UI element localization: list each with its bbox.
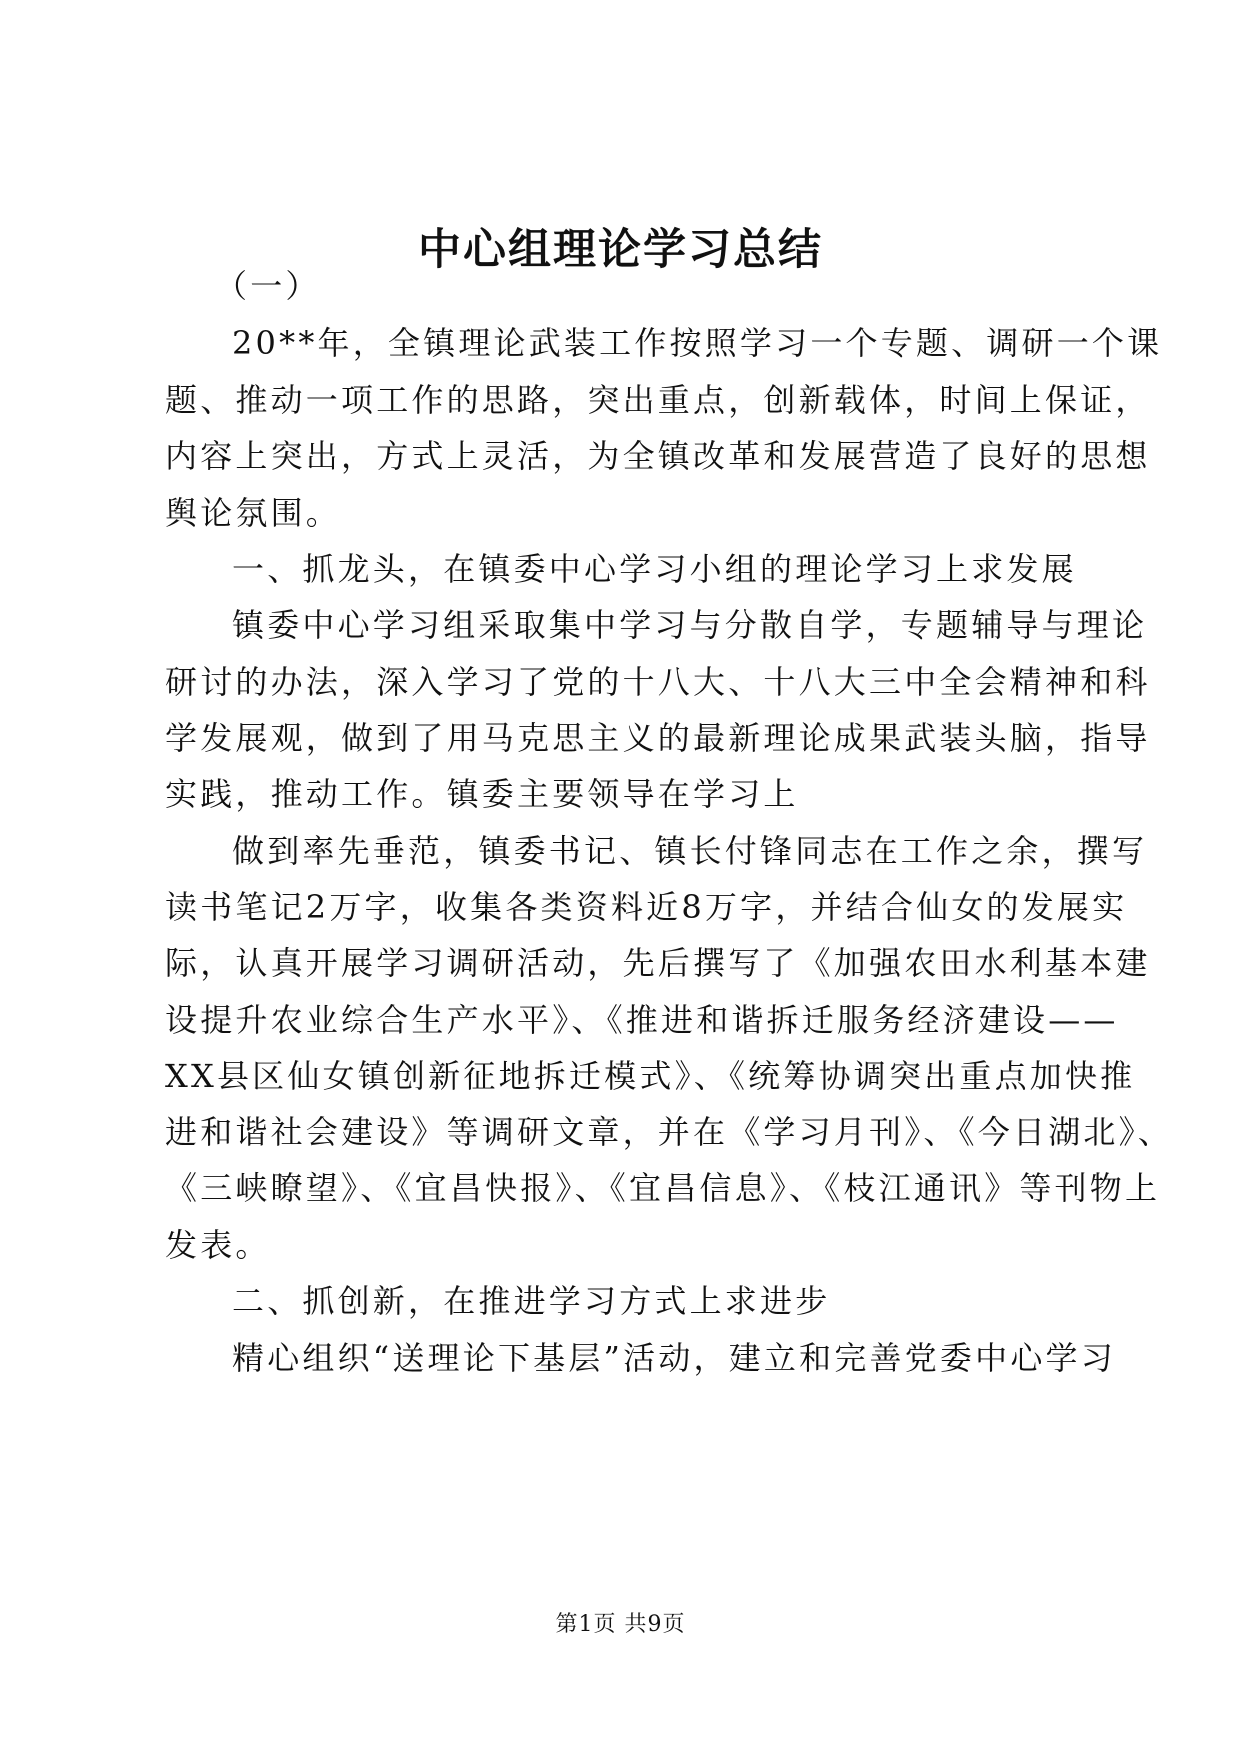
paragraph-line: 读书笔记2万字，收集各类资料近8万字，并结合仙女的发展实 — [165, 888, 1128, 926]
paragraph-line: XX县区仙女镇创新征地拆迁模式》、《统筹协调突出重点加快推 — [165, 1057, 1136, 1095]
paragraph-line: 设提升农业综合生产水平》、《推进和谐拆迁服务经济建设—— — [165, 1001, 1119, 1039]
paragraph-line: 《三峡瞭望》、《宜昌快报》、《宜昌信息》、《枝江通讯》等刊物上 — [165, 1169, 1161, 1207]
page-number-footer: 第1页 共9页 — [555, 1612, 686, 1637]
paragraph-line: 20**年，全镇理论武装工作按照学习一个专题、调研一个课 — [232, 324, 1163, 362]
section-marker: （一） — [215, 267, 321, 305]
paragraph-line: 学发展观，做到了用马克思主义的最新理论成果武装头脑，指导 — [165, 719, 1151, 757]
paragraph-line: 镇委中心学习组采取集中学习与分散自学，专题辅导与理论 — [232, 606, 1148, 644]
section-heading: 二、抓创新，在推进学习方式上求进步 — [232, 1282, 831, 1320]
paragraph-line: 精心组织“送理论下基层”活动，建立和完善党委中心学习 — [232, 1339, 1116, 1377]
paragraph-line: 际，认真开展学习调研活动，先后撰写了《加强农田水利基本建 — [165, 944, 1151, 982]
paragraph-line: 内容上突出，方式上灵活，为全镇改革和发展营造了良好的思想 — [165, 437, 1151, 475]
paragraph-line: 研讨的办法，深入学习了党的十八大、十八大三中全会精神和科 — [165, 663, 1151, 701]
paragraph-line: 题、推动一项工作的思路，突出重点，创新载体，时间上保证， — [165, 381, 1151, 419]
section-heading: 一、抓龙头，在镇委中心学习小组的理论学习上求发展 — [232, 550, 1077, 588]
paragraph-line: 做到率先垂范，镇委书记、镇长付锋同志在工作之余，撰写 — [232, 832, 1148, 870]
document-title: 中心组理论学习总结 — [418, 225, 823, 275]
paragraph-line: 发表。 — [165, 1226, 271, 1264]
paragraph-line: 实践，推动工作。镇委主要领导在学习上 — [165, 775, 799, 813]
paragraph-line: 舆论氛围。 — [165, 494, 342, 532]
paragraph-line: 进和谐社会建设》等调研文章，并在《学习月刊》、《今日湖北》、 — [165, 1113, 1174, 1151]
